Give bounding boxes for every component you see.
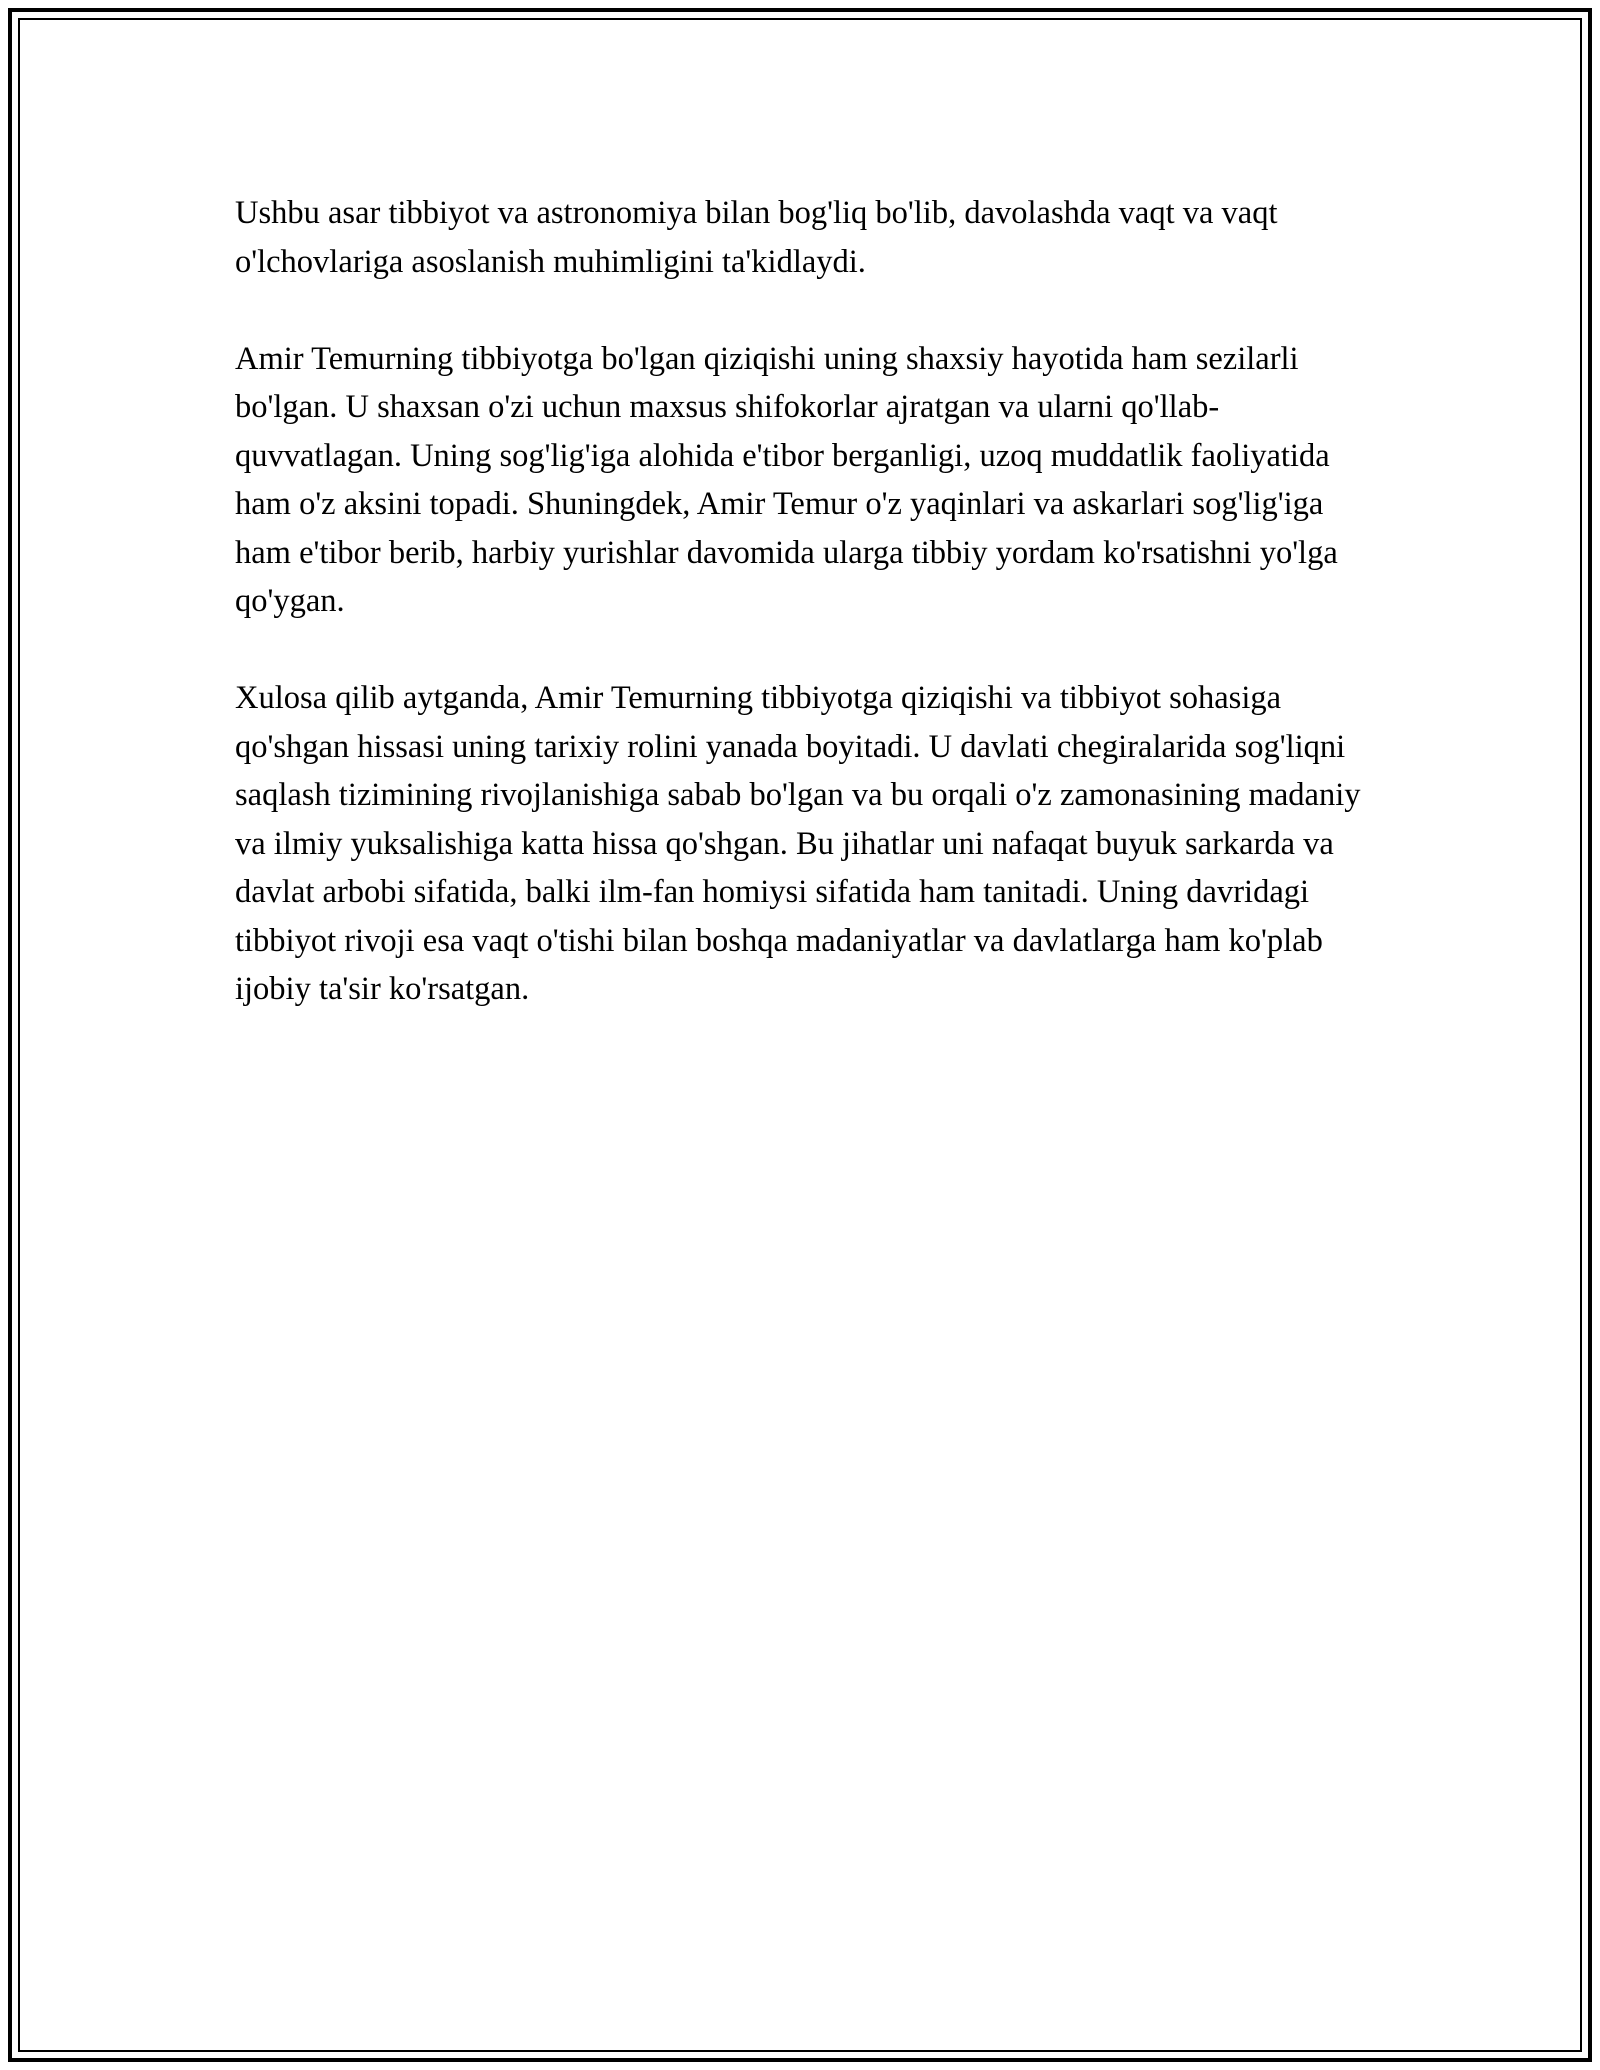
paragraph-2: Amir Temurning tibbiyotga bo'lgan qiziqishi uning shaxsiy hayotida ham sezilarli bo'lgan. U shaxsan o'zi uchun maxsus shifokorlar ajratgan va ularni qo'llab-quvvatlagan. Uning sog'lig'iga alohida e'tibor berganligi, uzoq muddatlik faoliyatida ham o'z aksini topadi. Shuningdek, Amir Temur o'z yaqinlari va askarlari sog'lig'iga ham e'tibor berib, harbiy yurishlar davomida ularga tibbiy yordam ko'rsatishni yo'lga qo'ygan. — [235, 340, 1338, 619]
document-body — [235, 189, 1370, 1062]
paragraph-3: Xulosa qilib aytganda, Amir Temurning tibbiyotga qiziqishi va tibbiyot sohasiga qo'shgan hissasi uning tarixiy rolini yanada boyitadi. U davlati chegiralarida sog'liqni saqlash tizimining rivojlanishiga sabab bo'lgan va bu orqali o'z zamonasining madaniy va ilmiy yuksalishiga katta hissa qo'shgan. Bu jihatlar uni nafaqat buyuk sarkarda va davlat arbobi sifatida, balki ilm-fan homiysi sifatida ham tanitadi. Uning davridagi tibbiyot rivoji esa vaqt o'tishi bilan boshqa madaniyatlar va davlatlarga ham ko'plab ijobiy ta'sir ko'rsatgan. — [235, 680, 1361, 1007]
paragraph-1: Ushbu asar tibbiyot va astronomiya bilan bog'liq bo'lib, davolashda vaqt va vaqt o'lchovlariga asoslanish muhimligini ta'kidlaydi. — [235, 195, 1278, 280]
